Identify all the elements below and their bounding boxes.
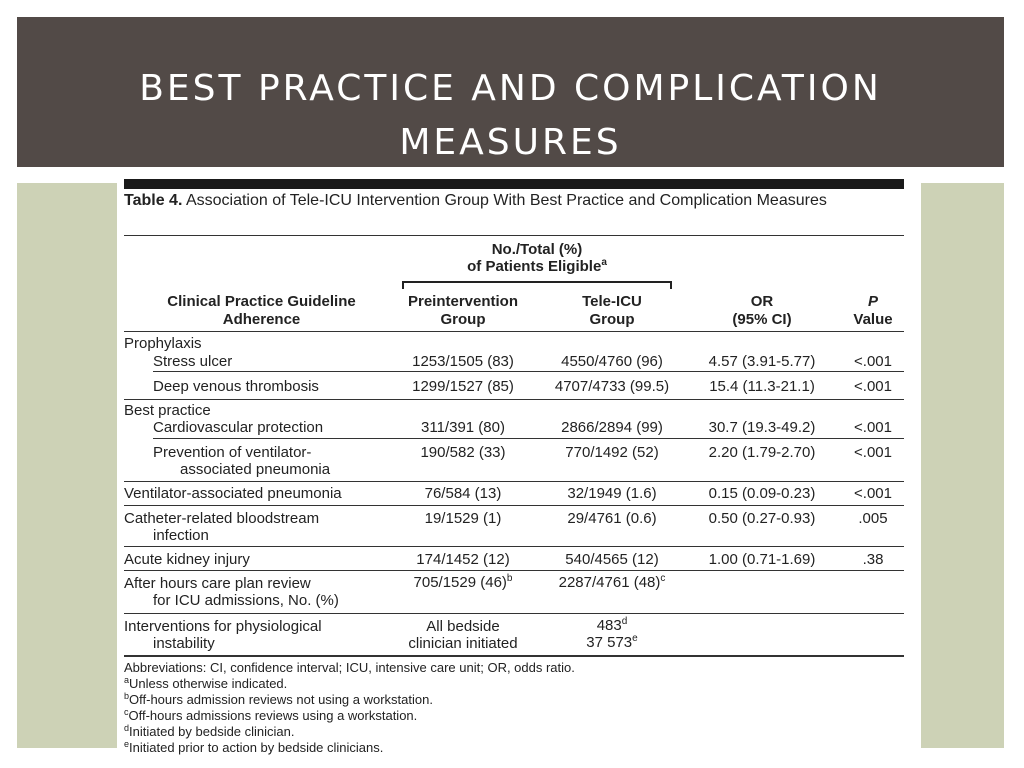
row-after-hours-tele — [542, 574, 682, 591]
footnote-ref-e: e — [632, 633, 638, 644]
row-interventions-pre-2: clinician initiated — [408, 635, 518, 652]
footnote-abbreviations: Abbreviations: CI, confidence interval; ICU, intensive care unit; OR, odds ratio. — [124, 660, 575, 675]
footnote-e — [124, 740, 383, 755]
row-crbsi-label-2: infection — [153, 527, 209, 544]
section-best-practice: Best practice — [124, 402, 211, 419]
row-rule — [124, 546, 904, 547]
row-stress-ulcer-p: <.001 — [854, 353, 892, 370]
col-header-pre-1: Preintervention — [407, 293, 519, 310]
group-header-line2 — [402, 258, 672, 275]
row-interventions-tele-value-2: 37 573 — [586, 634, 633, 651]
table-bottom-rule — [124, 655, 904, 657]
row-rule — [124, 613, 904, 614]
row-dvt-or: 15.4 (11.3-21.1) — [709, 378, 815, 395]
row-vap-label: Ventilator-associated pneumonia — [124, 485, 342, 502]
row-vap-prevention-label-1: Prevention of ventilator- — [153, 444, 312, 461]
row-interventions-tele-1 — [542, 617, 682, 634]
header-rule — [124, 331, 904, 332]
row-cardio-p: <.001 — [854, 419, 892, 436]
row-interventions-label-1: Interventions for physiological — [124, 618, 322, 635]
row-dvt-p: <.001 — [854, 378, 892, 395]
row-after-hours-tele-value: 2287/4761 (48) — [558, 574, 661, 591]
slide-title-line2: MEASURES — [399, 122, 622, 163]
footnote-c-text: Off-hours admissions reviews using a workstation. — [128, 708, 418, 723]
footnote-e-mark: e — [124, 739, 130, 749]
footnote-c-mark: c — [124, 707, 129, 717]
caption-rule — [124, 235, 904, 236]
row-interventions-tele-value-1: 483 — [596, 617, 622, 634]
row-aki-p: .38 — [862, 551, 884, 568]
row-dvt-pre: 1299/1527 (85) — [412, 378, 514, 395]
col-header-or-1: OR — [750, 293, 774, 310]
row-dvt-tele: 4707/4733 (99.5) — [554, 378, 670, 395]
title-banner — [17, 17, 1004, 167]
table-image — [117, 172, 921, 768]
footnote-a-text: Unless otherwise indicated. — [129, 676, 288, 691]
table-caption-label: Table 4. — [124, 192, 183, 209]
row-rule — [153, 438, 904, 439]
row-vap-pre: 76/584 (13) — [424, 485, 502, 502]
col-header-tele-1: Tele-ICU — [582, 293, 642, 310]
col-header-guideline-2: Adherence — [222, 311, 301, 328]
row-stress-ulcer-tele: 4550/4760 (96) — [561, 353, 663, 370]
col-header-p-1: P — [867, 293, 878, 310]
row-after-hours-label-1: After hours care plan review — [124, 575, 311, 592]
row-crbsi-p: .005 — [858, 510, 888, 527]
group-header-sup: a — [601, 257, 607, 268]
table-top-bar — [124, 179, 904, 189]
table-caption — [124, 191, 904, 211]
footnote-e-text: Initiated prior to action by bedside clinicians. — [129, 740, 384, 755]
row-vap-prevention-tele: 770/1492 (52) — [565, 444, 659, 461]
row-crbsi-or: 0.50 (0.27-0.93) — [708, 510, 816, 527]
footnote-d-text: Initiated by bedside clinician. — [129, 724, 295, 739]
row-rule — [124, 570, 904, 571]
row-stress-ulcer-or: 4.57 (3.91-5.77) — [708, 353, 816, 370]
col-header-p-2: Value — [853, 311, 893, 328]
row-interventions-label-2: instability — [153, 635, 215, 652]
row-interventions-tele-2 — [542, 634, 682, 651]
col-header-or-2: (95% CI) — [732, 311, 792, 328]
footnote-a — [124, 676, 287, 691]
row-aki-label: Acute kidney injury — [124, 551, 250, 568]
footnote-b-mark: b — [124, 691, 130, 701]
row-vap-prevention-label-2: associated pneumonia — [180, 461, 331, 478]
row-stress-ulcer-label: Stress ulcer — [153, 353, 233, 370]
row-rule — [124, 481, 904, 482]
row-vap-prevention-p: <.001 — [854, 444, 892, 461]
row-vap-prevention-pre: 190/582 (33) — [420, 444, 506, 461]
row-interventions-pre-1: All bedside — [426, 618, 500, 635]
footnote-d-mark: d — [124, 723, 130, 733]
row-dvt-label: Deep venous thrombosis — [153, 378, 319, 395]
row-stress-ulcer-pre: 1253/1505 (83) — [412, 353, 514, 370]
footnote-ref-b: b — [506, 573, 513, 584]
row-aki-or: 1.00 (0.71-1.69) — [708, 551, 816, 568]
row-vap-tele: 32/1949 (1.6) — [567, 485, 657, 502]
group-header-bracket — [402, 281, 672, 289]
footnote-ref-c: c — [660, 573, 666, 584]
footnote-ref-d: d — [621, 616, 628, 627]
row-aki-tele: 540/4565 (12) — [565, 551, 659, 568]
col-header-pre-2: Group — [440, 311, 486, 328]
row-vap-p: <.001 — [854, 485, 892, 502]
slide-title — [17, 62, 1004, 170]
row-rule — [153, 371, 904, 372]
row-rule — [124, 505, 904, 506]
row-after-hours-label-2: for ICU admissions, No. (%) — [153, 592, 339, 609]
row-aki-pre: 174/1452 (12) — [416, 551, 510, 568]
footnote-b — [124, 692, 433, 707]
col-header-tele-2: Group — [589, 311, 635, 328]
section-prophylaxis: Prophylaxis — [124, 335, 202, 352]
footnote-c — [124, 708, 417, 723]
row-after-hours-pre-value: 705/1529 (46) — [413, 574, 507, 591]
left-side-panel — [17, 183, 117, 748]
row-after-hours-pre — [393, 574, 533, 591]
row-cardio-pre: 311/391 (80) — [421, 419, 505, 436]
footnote-a-mark: a — [124, 675, 130, 685]
row-rule — [124, 399, 904, 400]
row-cardio-or: 30.7 (19.3-49.2) — [708, 419, 816, 436]
group-header-text: of Patients Eligible — [467, 258, 602, 275]
row-cardio-tele: 2866/2894 (99) — [561, 419, 663, 436]
table-caption-text: Association of Tele-ICU Intervention Group With Best Practice and Complication Measures — [182, 192, 827, 209]
row-vap-or: 0.15 (0.09-0.23) — [708, 485, 816, 502]
footnote-d — [124, 724, 295, 739]
right-side-panel — [921, 183, 1004, 748]
group-header-line1: No./Total (%) — [491, 241, 583, 258]
col-header-guideline-1: Clinical Practice Guideline — [167, 293, 356, 310]
footnote-b-text: Off-hours admission reviews not using a workstation. — [129, 692, 433, 707]
slide-title-line1: BEST PRACTICE AND COMPLICATION — [139, 68, 882, 109]
row-crbsi-label-1: Catheter-related bloodstream — [124, 510, 320, 527]
row-vap-prevention-or: 2.20 (1.79-2.70) — [708, 444, 816, 461]
row-crbsi-pre: 19/1529 (1) — [424, 510, 502, 527]
row-crbsi-tele: 29/4761 (0.6) — [567, 510, 657, 527]
row-cardio-label: Cardiovascular protection — [153, 419, 324, 436]
